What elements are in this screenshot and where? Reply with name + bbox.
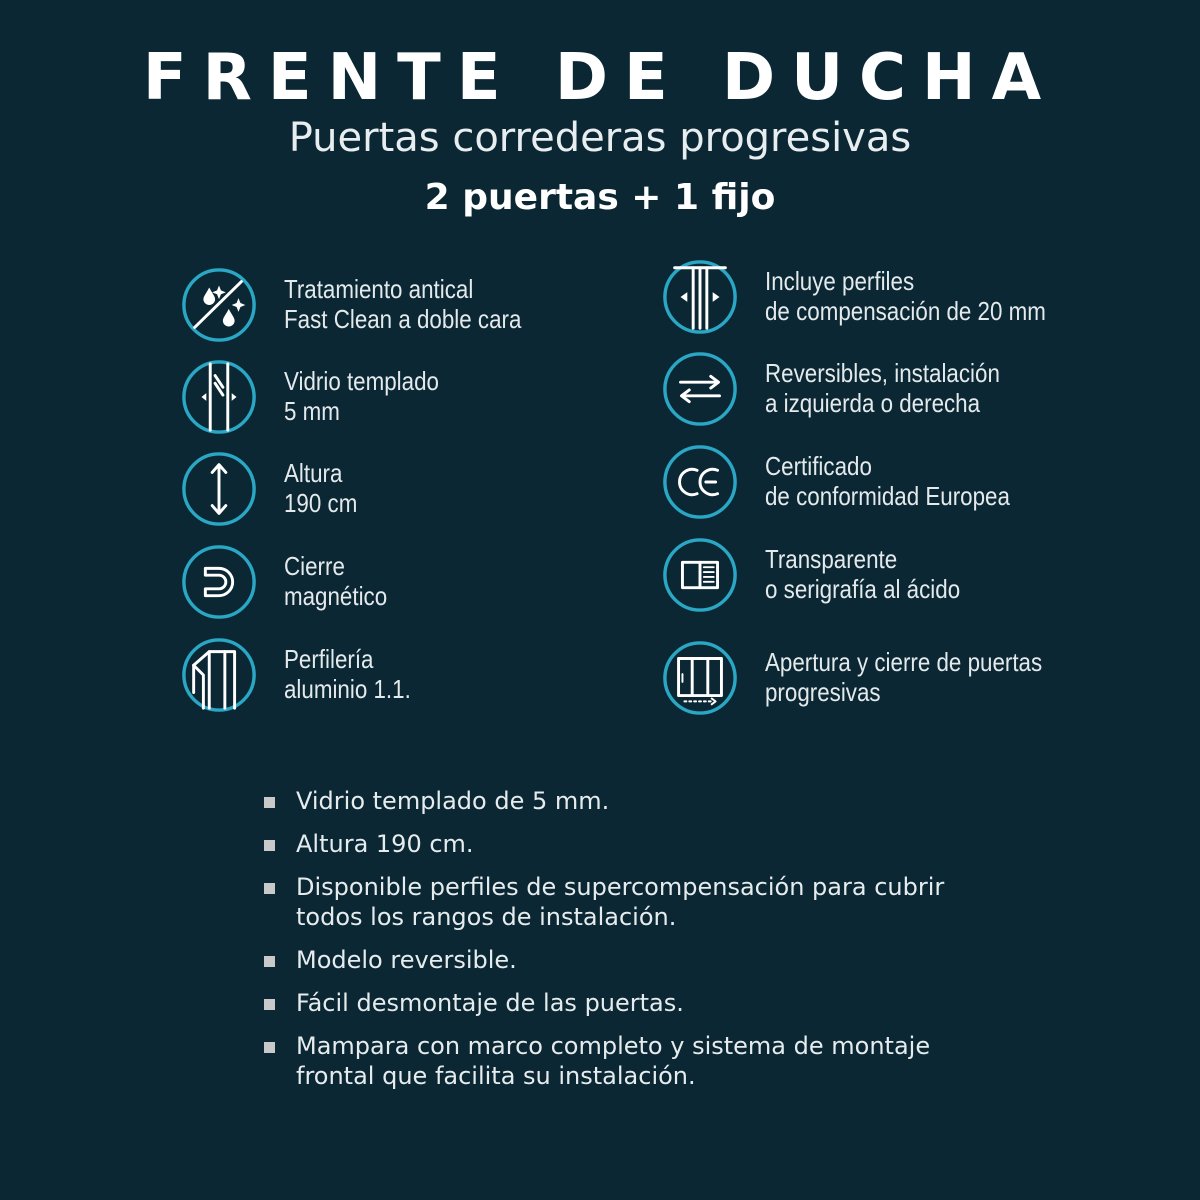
feature-line-1: Reversibles, instalación	[765, 358, 1000, 388]
page-tagline: 2 puertas + 1 fijo	[424, 177, 776, 218]
bullet-square-icon	[264, 999, 275, 1010]
feature-line-2: 5 mm	[284, 396, 340, 426]
glass-finish-icon	[661, 536, 739, 614]
feature-line-2: Fast Clean a doble cara	[284, 304, 522, 334]
list-item	[262, 988, 962, 1018]
tempered-glass-icon	[180, 358, 258, 436]
feature-line-1: Incluye perfiles	[765, 266, 915, 296]
feature-line-2: 190 cm	[284, 488, 358, 518]
reversible-arrows-icon	[661, 350, 739, 428]
list-item-text: Modelo reversible.	[296, 946, 517, 974]
list-item	[262, 872, 962, 932]
list-item-text: Fácil desmontaje de las puertas.	[296, 989, 684, 1017]
page-subtitle: Puertas correderas progresivas	[288, 115, 912, 161]
feature-line-2: o serigrafía al ácido	[765, 574, 961, 604]
sliding-doors-icon	[661, 639, 739, 717]
bullet-square-icon	[264, 1042, 275, 1053]
anti-limescale-icon	[180, 266, 258, 344]
list-item-text: Mampara con marco completo y sistema de montaje frontal que facilita su instalación.	[296, 1032, 931, 1090]
feature-line-1: Certificado	[765, 451, 872, 481]
feature-line-2: de conformidad Europea	[765, 481, 1010, 511]
feature-line-1: Tratamiento antical	[284, 274, 474, 304]
feature-line-1: Altura	[284, 458, 343, 488]
feature-line-1: Perfilería	[284, 644, 374, 674]
feature-line-2: magnético	[284, 581, 388, 611]
compensation-profile-icon	[661, 258, 739, 336]
ce-mark-icon	[661, 443, 739, 521]
feature-line-1: Cierre	[284, 551, 345, 581]
bullet-square-icon	[264, 956, 275, 967]
feature-line-1: Vidrio templado	[284, 366, 439, 396]
list-item	[262, 829, 962, 859]
list-item-text: Vidrio templado de 5 mm.	[296, 787, 610, 815]
list-item-text: Disponible perfiles de supercompensación para cubrir todos los rangos de instalación.	[296, 873, 945, 931]
feature-line-1: Apertura y cierre de puertas	[765, 647, 1043, 677]
list-item-text: Altura 190 cm.	[296, 830, 474, 858]
feature-line-2: aluminio 1.1.	[284, 674, 411, 704]
bullet-square-icon	[264, 883, 275, 894]
list-item	[262, 1031, 962, 1091]
bullet-square-icon	[264, 797, 275, 808]
feature-line-2: a izquierda o derecha	[765, 388, 981, 418]
aluminium-profile-icon	[180, 636, 258, 714]
height-arrow-icon	[180, 450, 258, 528]
feature-line-2: de compensación de 20 mm	[765, 296, 1046, 326]
feature-bullet-list	[262, 786, 962, 1104]
feature-line-1: Transparente	[765, 544, 898, 574]
page-title: FRENTE DE DUCHA	[142, 41, 1058, 115]
bullet-square-icon	[264, 840, 275, 851]
magnet-icon	[180, 543, 258, 621]
list-item	[262, 786, 962, 816]
list-item	[262, 945, 962, 975]
feature-line-2: progresivas	[765, 677, 881, 707]
